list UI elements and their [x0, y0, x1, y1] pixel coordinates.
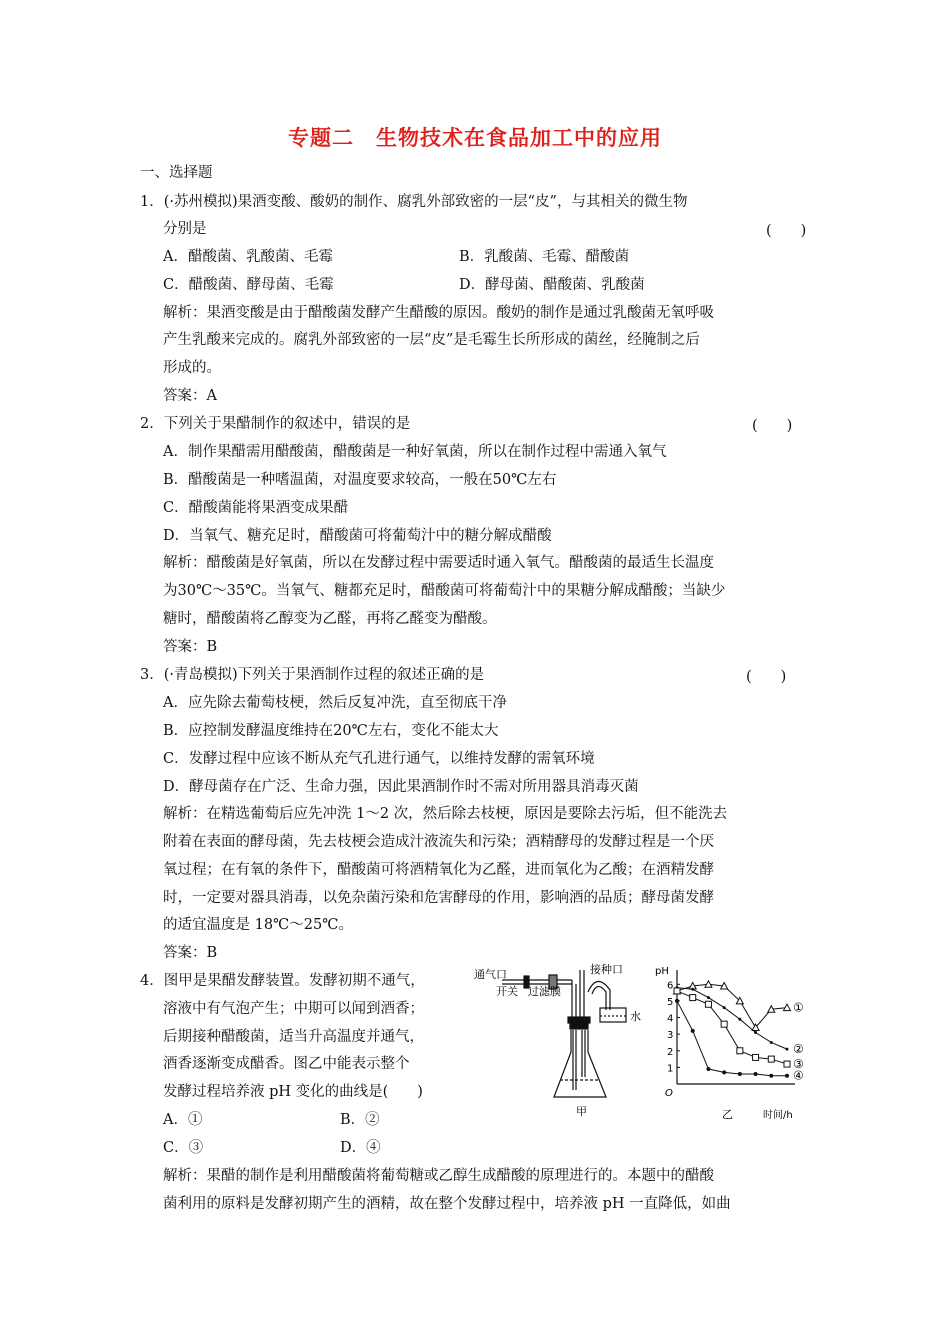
q3-explanation-line4: 时，一定要对器具消毒，以免杂菌污染和危害酵母的作用，影响酒的品质；酵母菌发酵 [163, 890, 714, 906]
q1-explanation-line1: 解析：果酒变酸是由于醋酸菌发酵产生醋酸的原因。酸奶的制作是通过乳酸菌无氧呼吸 [163, 305, 714, 321]
q2-explanation-line1: 解析：醋酸菌是好氧菌，所以在发酵过程中需要适时通入氧气。醋酸菌的最适生长温度 [163, 555, 714, 571]
q3-explanation-line5: 的适宜温度是 18℃～25℃。 [163, 917, 353, 933]
series-1-point [705, 981, 712, 988]
water-label: 水 [630, 1010, 641, 1023]
y-tick-label: 3 [667, 1030, 674, 1042]
series-3-point [784, 1061, 790, 1067]
series-3-point [768, 1056, 774, 1062]
switch-label: 开关 [496, 985, 518, 998]
series-label-1: ① [793, 1000, 804, 1015]
q3-answer-blank: ( ) [746, 669, 787, 685]
q2-explanation-line2: 为30℃～35℃。当氧气、糖都充足时，醋酸菌可将葡萄汁中的果糖分解成醋酸；当缺少 [163, 583, 726, 599]
q1-option-b: B．乳酸菌、毛霉、醋酸菌 [459, 249, 630, 265]
fermentation-apparatus [502, 970, 626, 1097]
q1-option-a: A．醋酸菌、乳酸菌、毛霉 [163, 249, 333, 265]
origin-label: O [665, 1088, 673, 1099]
series-3-point [690, 995, 696, 1001]
series-label-4: ④ [793, 1068, 804, 1083]
inoculation-label: 接种口 [590, 963, 623, 976]
q1-stem-line2: 分别是 [163, 221, 207, 237]
q4-option-a: A．① [163, 1112, 203, 1128]
inlet-label: 通气口 [474, 968, 507, 981]
q3-option-d: D．酵母菌存在广泛、生命力强，因此果酒制作时不需对所用器具消毒灭菌 [163, 779, 639, 795]
q1-stem-line1: 1．(·苏州模拟)果酒变酸、酸奶的制作、腐乳外部致密的一层“皮”，与其相关的微生物 [140, 194, 688, 210]
q4-stem-line5: 发酵过程培养液 pH 变化的曲线是( ) [163, 1084, 423, 1100]
q3-option-c: C．发酵过程中应该不断从充气孔进行通气，以维持发酵的需氧环境 [163, 751, 595, 767]
series-label-3: ③ [793, 1057, 804, 1072]
series-3-point [721, 1021, 727, 1027]
y-tick-label: 5 [667, 996, 674, 1008]
y-tick-label: 2 [667, 1046, 674, 1058]
outlet-pipe [588, 981, 610, 1010]
series-4-point [722, 1070, 726, 1074]
q4-stem-line1: 4．图甲是果醋发酵装置。发酵初期不通气， [140, 973, 425, 989]
series-2-point [707, 996, 710, 999]
q2-option-b: B．醋酸菌是一种嗜温菌，对温度要求较高，一般在50℃左右 [163, 472, 557, 488]
series-line-3 [677, 991, 787, 1064]
q1-explanation-line2: 产生乳酸来完成的。腐乳外部致密的一层“皮”是毛霉生长所形成的菌丝，经腌制之后 [163, 332, 700, 348]
series-label-2: ② [793, 1042, 804, 1057]
series-4-point [785, 1074, 789, 1078]
q2-option-a: A．制作果醋需用醋酸菌，醋酸菌是一种好氧菌，所以在制作过程中需通入氧气 [163, 444, 667, 460]
water-trough [600, 1008, 626, 1022]
q1-option-c: C．醋酸菌、酵母菌、毛霉 [163, 277, 334, 293]
q4-explanation-line2: 菌利用的原料是发酵初期产生的酒精，故在整个发酵过程中，培养液 pH 一直降低，如曲 [163, 1196, 731, 1212]
series-3-point [753, 1054, 759, 1060]
apparatus-caption: 甲 [576, 1105, 587, 1118]
q2-answer-blank: ( ) [752, 418, 793, 434]
q2-answer: 答案：B [163, 639, 218, 655]
series-1-point [784, 1004, 791, 1011]
q1-explanation-line3: 形成的。 [163, 360, 221, 376]
q2-option-d: D．当氧气、糖充足时，醋酸菌可将葡萄汁中的糖分解成醋酸 [163, 528, 552, 544]
q4-stem-line4: 酒香逐渐变成醋香。图乙中能表示整个 [163, 1056, 410, 1072]
q4-option-d: D．④ [340, 1140, 381, 1156]
q4-option-b: B．② [340, 1112, 380, 1128]
x-axis-label: 时间/h [763, 1110, 793, 1121]
page-title: 专题二 生物技术在食品加工中的应用 [288, 126, 662, 150]
q1-option-d: D．酵母菌、醋酸菌、乳酸菌 [459, 277, 645, 293]
series-4-point [738, 1072, 742, 1076]
filter-label: 过滤膜 [528, 985, 561, 998]
q2-explanation-line3: 糖时，醋酸菌将乙醇变为乙醛，再将乙醛变为醋酸。 [163, 611, 497, 627]
series-4-point [769, 1074, 773, 1078]
y-axis-label: pH [655, 966, 669, 977]
stopper-bottom [570, 1024, 588, 1029]
series-4-point [691, 1029, 695, 1033]
q3-explanation-line2: 附着在表面的酵母菌，先去枝梗会造成汁液流失和污染；酒精酵母的发酵过程是一个厌 [163, 834, 714, 850]
series-3-point [705, 1001, 711, 1007]
q3-stem: 3．(·青岛模拟)下列关于果酒制作过程的叙述正确的是 [140, 667, 485, 683]
q4-option-c: C．③ [163, 1140, 204, 1156]
q3-explanation-line1: 解析：在精选葡萄后应先冲洗 1～2 次，然后除去枝梗，原因是要除去污垢，但不能洗去 [163, 806, 728, 822]
q4-explanation-line1: 解析：果醋的制作是利用醋酸菌将葡萄糖或乙醇生成醋酸的原理进行的。本题中的醋酸 [163, 1168, 714, 1184]
series-2-point [723, 1006, 726, 1009]
series-4-point [706, 1067, 710, 1071]
series-line-1 [677, 984, 787, 1027]
q2-stem: 2．下列关于果醋制作的叙述中，错误的是 [140, 416, 411, 432]
q3-answer: 答案：B [163, 945, 218, 961]
y-tick-label: 1 [667, 1063, 674, 1075]
y-tick-label: 4 [667, 1013, 674, 1025]
q4-stem-line2: 溶液中有气泡产生；中期可以闻到酒香； [163, 1001, 424, 1017]
q1-answer: 答案：A [163, 388, 217, 404]
graph-caption: 乙 [722, 1108, 733, 1121]
series-4-point [675, 999, 679, 1003]
q3-option-a: A．应先除去葡萄枝梗，然后反复冲洗，直至彻底干净 [163, 695, 507, 711]
series-2-point [691, 988, 694, 991]
q3-explanation-line3: 氧过程；在有氧的条件下，醋酸菌可将酒精氧化为乙醛，进而氧化为乙酸；在酒精发酵 [163, 862, 714, 878]
series-4-point [754, 1072, 758, 1076]
series-2-point [770, 1041, 773, 1044]
q3-option-b: B．应控制发酵温度维持在20℃左右，变化不能太大 [163, 723, 499, 739]
series-3-point [737, 1048, 743, 1054]
stopper-top [568, 1017, 590, 1023]
q4-figure [472, 962, 817, 1122]
section-heading: 一、选择题 [140, 165, 213, 181]
q2-option-c: C．醋酸菌能将果酒变成果醋 [163, 500, 349, 516]
series-2-point [786, 1048, 789, 1051]
flask [554, 1030, 606, 1097]
outlet-pipe-inner [592, 986, 606, 1010]
series-2-point [754, 1031, 757, 1034]
q4-figure-svg [472, 962, 817, 1122]
y-tick-label: 6 [667, 980, 674, 992]
q1-answer-blank: ( ) [766, 223, 807, 239]
series-3-point [674, 988, 680, 994]
ph-graph [655, 966, 804, 1121]
q4-stem-line3: 后期接种醋酸菌，适当升高温度并通气， [163, 1029, 424, 1045]
series-2-point [738, 1018, 741, 1021]
